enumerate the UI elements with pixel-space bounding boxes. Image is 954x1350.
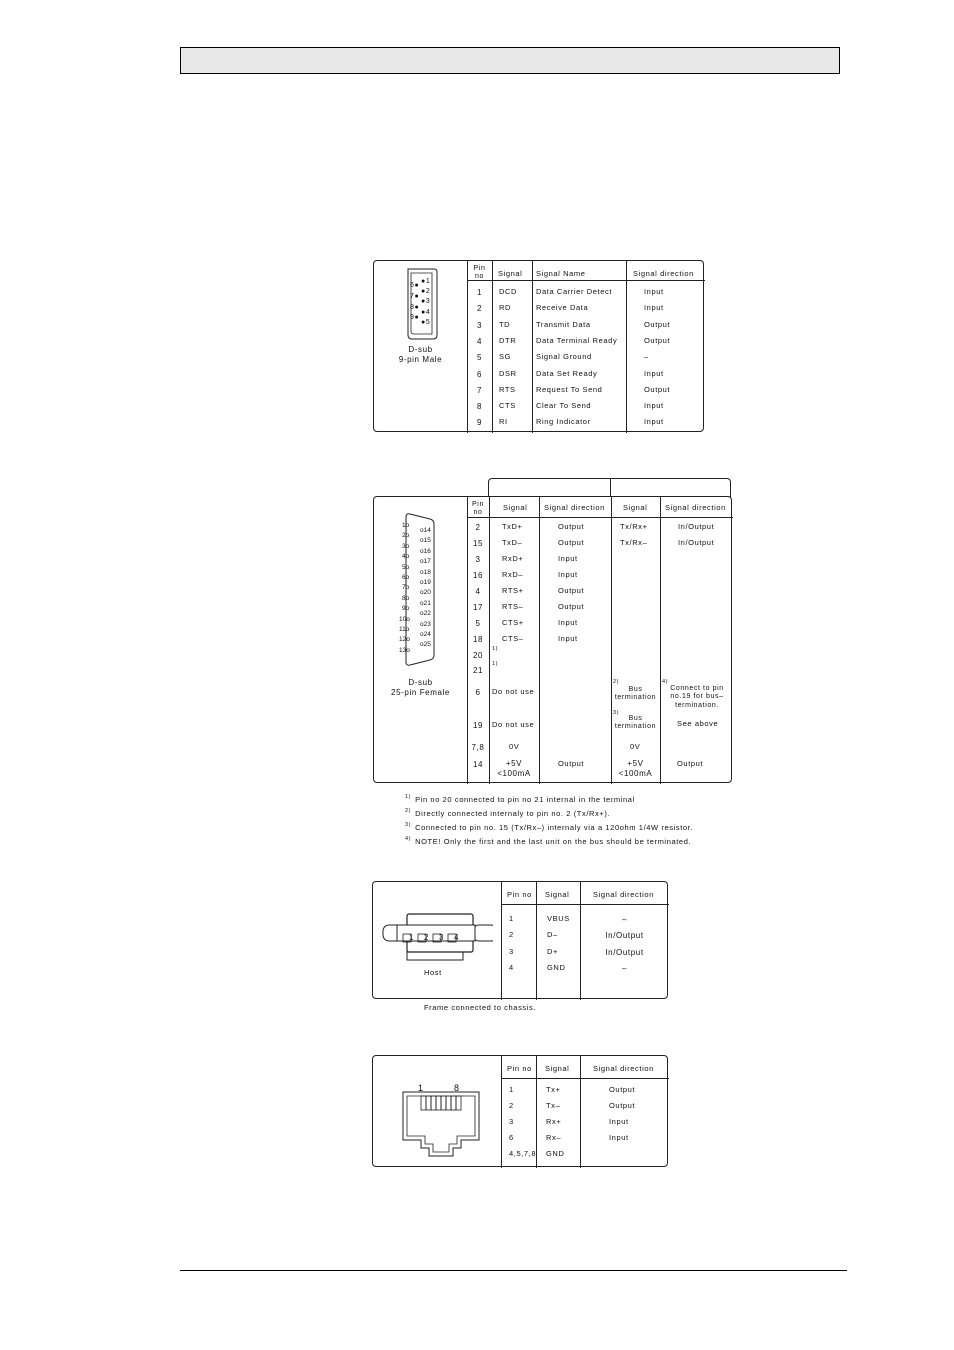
db25-pin-marker: o18 [420,568,431,576]
db25-row-signal: +5V <100mA [497,759,531,778]
db25-pin-marker: 12o [399,636,410,644]
db9-row-name: Clear To Send [536,401,592,411]
rj45-row-direction: Output [609,1085,636,1094]
usb-row-direction: In/Output [605,931,644,941]
db25-row-direction2: Output [677,759,704,768]
rj45-pin-label-8: 8 [454,1083,460,1093]
db25-row-pin: 21 [472,666,484,675]
db9-header-pin: Pin no [473,265,486,280]
db25-row-signal: CTS+ [502,618,524,627]
table-divider [626,261,627,433]
table-divider [611,497,612,784]
usb-header-direction: Signal direction [593,890,654,899]
db25-row-signal2: Tx/Rx+ [620,522,648,531]
usb-pin-label: 4 [454,933,460,942]
db25-pin-marker: o14 [420,527,431,534]
db25-row-direction2: See above [677,719,719,728]
db9-pin-marker: ●4 [421,309,431,316]
db25-row-pin: 17 [472,603,484,612]
db9-row-signal: DCD [499,287,518,296]
db25-pin-marker: 10o [399,615,410,623]
db9-pin-marker: 9● [410,314,420,321]
rj45-connector-icon [373,1056,493,1168]
usb-header-pin: Pin no [507,890,532,899]
db25-pin-marker: 6o [402,574,410,581]
db25-row-pin: 3 [475,555,481,564]
usb-row-direction: – [621,915,628,924]
db25-header-signal: Signal [503,503,528,512]
rj45-row-signal: Rx– [546,1133,562,1142]
db9-caption-line1: D-sub [408,345,433,354]
db25-row-footnote-ref: 1) [492,661,499,667]
table-divider [489,497,490,784]
db25-top-header-frame [488,478,731,498]
footnote-text: Directly connected internaly to pin no. 2 (Tx/Rx+). [415,808,611,818]
db25-row-signal: CTS– [502,634,524,643]
db25-row-direction: Input [558,570,578,579]
rj45-row-signal: GND [546,1149,565,1158]
usb-connector-icon [373,882,493,972]
usb-row-direction: – [621,963,628,973]
db25-row-pin: 5 [475,619,481,628]
table-divider [492,261,493,433]
rj45-pinout-panel [372,1055,668,1167]
db9-row-pin: 3 [476,320,483,330]
db9-row-direction: Output [644,384,671,394]
usb-row-pin: 2 [509,930,514,940]
db25-pin-marker: o17 [420,558,431,566]
db25-row-signal: Do not use [492,687,535,696]
db25-pin-marker: 13o [399,646,410,654]
db25-row-direction: Output [558,602,585,611]
usb-pin-label: 1 [409,933,415,942]
db9-row-direction: Input [644,287,664,296]
usb-row-pin: 1 [509,914,514,923]
db25-footnote [405,794,635,804]
db25-row-signal2: Bus termination [614,715,657,731]
db25-pin-marker: 3o [402,542,410,550]
db9-pinout-panel [373,260,704,432]
db25-pin-marker: o20 [420,589,431,597]
footnote-marker: 2) [405,808,412,814]
db25-row-pin: 20 [472,651,484,660]
rj45-row-pin: 4,5,7,8 [509,1149,537,1158]
db9-caption-line2: 9-pin Male [398,355,443,364]
db25-row-pin: 18 [472,635,484,644]
footnote-text: Pin no 20 connected to pin no 21 internal in the terminal [415,794,635,804]
db9-row-pin: 5 [476,353,483,363]
db25-row-signal2: +5V <100mA [618,759,653,778]
db25-caption-line1: D-sub [408,678,433,687]
db25-pin-marker: 1o [402,522,410,529]
table-rule [467,517,733,518]
db25-row-pin: 4 [475,587,481,596]
db25-pin-marker: o25 [420,641,431,649]
db9-row-direction: Input [644,303,664,313]
db9-header-signal: Signal [498,269,523,278]
db9-row-name: Data Set Ready [536,368,598,378]
db9-row-direction: – [644,352,649,362]
rj45-row-direction: Input [609,1117,629,1126]
rj45-row-direction: Input [609,1133,629,1142]
db25-footnote [405,822,693,832]
db25-pin-marker: o24 [420,631,431,638]
table-rule [501,1078,669,1079]
db25-pin-marker: 2o [402,532,410,540]
db9-row-signal: DTR [499,335,517,345]
db25-row-direction2: In/Output [678,538,715,547]
db25-header-direction2: Signal direction [665,503,726,512]
db9-row-name: Ring Indicator [536,417,591,427]
db25-row-footnote-ref: 1) [492,646,499,652]
rj45-row-signal: Tx+ [546,1085,561,1094]
db25-pin-marker: o22 [420,610,431,618]
db9-row-direction: Input [644,401,664,411]
db25-footnote [405,808,610,818]
db9-row-direction: Output [644,319,671,329]
db25-row-pin: 15 [472,539,484,548]
db25-row-direction: Input [558,634,578,643]
table-divider [536,1056,537,1168]
db9-row-signal: TD [499,319,511,329]
db9-row-pin: 4 [476,336,483,346]
db9-row-direction: Input [644,368,664,378]
db9-row-signal: SG [499,352,512,362]
db25-header-signal2: Signal [623,503,648,512]
usb-row-pin: 3 [509,946,514,956]
rj45-row-pin: 2 [509,1101,514,1110]
db9-pin-marker: 6● [410,282,420,289]
db25-row-pin: 6 [475,688,481,697]
rj45-row-signal: Tx– [546,1101,561,1110]
db25-row-pin: 2 [475,523,481,532]
db25-row-signal: TxD– [502,538,523,547]
db9-row-signal: RI [499,417,508,427]
usb-caption: Host [424,968,442,977]
db25-pinout-panel [373,496,732,783]
db25-row-footnote-ref: 2) [613,679,620,685]
usb-row-signal: GND [547,962,566,972]
table-divider [501,1056,502,1168]
usb-row-direction: In/Output [605,947,644,957]
db9-row-signal: DSR [499,368,517,378]
footnote-marker: 3) [405,822,412,828]
db9-row-pin: 1 [476,288,483,297]
rj45-header-signal: Signal [545,1064,570,1073]
db9-row-name: Transmit Data [536,319,591,329]
db25-row-signal: TxD+ [502,522,523,531]
usb-pinout-panel [372,881,668,999]
usb-header-signal: Signal [545,890,570,899]
db25-row-signal2: Bus termination [614,686,657,702]
db9-header-direction: Signal direction [633,269,694,278]
footnote-text: Connected to pin no. 15 (Tx/Rx–) internaly via a 120ohm 1/4W resistor. [415,822,694,832]
db9-row-name: Signal Ground [536,352,592,362]
db25-pin-marker: 7o [402,584,410,592]
db25-pin-marker: 9o [402,605,410,613]
rj45-header-pin: Pin no [507,1064,532,1073]
usb-pin-label: 3 [439,933,445,942]
db9-row-pin: 2 [476,304,483,314]
db25-row-direction: Input [558,554,578,563]
db9-pin-marker: ●2 [421,288,431,295]
db9-row-name: Request To Send [536,384,603,394]
db9-header-name: Signal Name [536,269,586,278]
db25-row-direction: Input [558,618,578,627]
db25-row-direction: Output [558,522,585,531]
rj45-row-direction: Output [609,1101,636,1110]
db25-footnote [405,836,691,846]
usb-row-signal: D+ [547,946,558,956]
rj45-row-pin: 6 [509,1133,514,1142]
rj45-pin-label-1: 1 [418,1083,424,1093]
db25-pin-marker: 8o [402,594,410,602]
db25-row-direction2: In/Output [678,522,715,531]
rj45-row-pin: 3 [509,1117,514,1126]
db25-row-pin: 7,8 [471,743,485,752]
db25-pin-marker: o21 [420,599,431,607]
db25-row-signal2: 0V [630,742,641,751]
table-divider [532,261,533,433]
db25-row-direction: Output [558,759,585,768]
db25-row-direction: Output [558,538,585,547]
db25-pin-marker: 11o [399,626,410,633]
db9-row-signal: RD [499,303,512,313]
db9-row-pin: 8 [476,402,483,412]
db25-row-signal: RxD– [502,570,524,579]
db25-row-signal: Do not use [492,720,535,729]
db25-pin-marker: 4o [402,553,410,561]
db25-header-pin: Pin no [472,501,484,516]
db25-pin-marker: o23 [420,620,431,628]
db25-row-signal: RTS– [502,602,524,611]
db9-row-signal: CTS [499,401,516,411]
db25-caption-line2: 25-pin Female [391,688,450,697]
db25-row-direction2: Connect to pin no.19 for bus– termination. [670,685,724,709]
db9-pin-marker: 7● [410,293,420,300]
db9-pin-marker: ●1 [421,278,431,285]
usb-row-signal: VBUS [547,914,570,923]
db9-row-pin: 6 [476,369,483,379]
db9-row-signal: RTS [499,384,516,394]
page-header-bar [180,47,840,74]
rj45-row-signal: Rx+ [546,1117,562,1126]
db9-row-name: Receive Data [536,303,589,313]
table-divider [536,882,537,1000]
usb-note: Frame connected to chassis. [424,1003,537,1012]
page-footer-rule [180,1270,847,1271]
db25-pin-marker: o15 [420,537,431,545]
rj45-header-direction: Signal direction [593,1064,654,1073]
db25-row-footnote-ref: 3) [613,710,620,716]
table-rule [467,280,705,281]
table-divider [501,882,502,1000]
footnote-text: NOTE! Only the first and the last unit on the bus should be terminated. [415,836,692,846]
usb-row-signal: D– [547,930,558,940]
db9-pin-marker: ●5 [421,319,431,326]
rj45-row-pin: 1 [509,1085,514,1094]
db25-row-signal: 0V [509,742,520,751]
table-rule [501,904,669,905]
db25-row-pin: 19 [472,721,484,730]
db25-row-direction: Output [558,586,585,595]
db9-row-pin: 7 [476,385,483,395]
db25-row-signal: RxD+ [502,554,524,563]
usb-pin-label: 2 [424,933,430,942]
db25-row-footnote-ref: 4) [662,679,669,685]
db25-row-pin: 16 [472,571,484,580]
db25-pin-marker: o16 [420,547,431,555]
db9-row-name: Data Terminal Ready [536,335,618,345]
db9-row-name: Data Carrier Detect [536,287,613,296]
db9-row-direction: Output [644,335,671,345]
db25-header-direction: Signal direction [544,503,605,512]
db9-pin-marker: ●3 [421,298,431,305]
db9-pin-marker: 8● [410,304,420,311]
footnote-marker: 1) [405,794,412,800]
usb-row-pin: 4 [509,962,514,972]
table-divider [580,1056,581,1168]
db25-pin-marker: 5o [402,563,410,571]
db9-row-direction: Input [644,417,664,427]
db25-connector-icon [374,497,467,677]
db9-row-pin: 9 [476,418,483,428]
db25-row-signal: RTS+ [502,586,524,595]
db25-row-pin: 14 [472,760,484,769]
db25-pin-marker: o19 [420,579,431,586]
table-divider [539,497,540,784]
db25-row-signal2: Tx/Rx– [620,538,648,547]
footnote-marker: 4) [405,836,412,842]
db9-connector-drawing [374,261,467,433]
table-divider [660,497,661,784]
